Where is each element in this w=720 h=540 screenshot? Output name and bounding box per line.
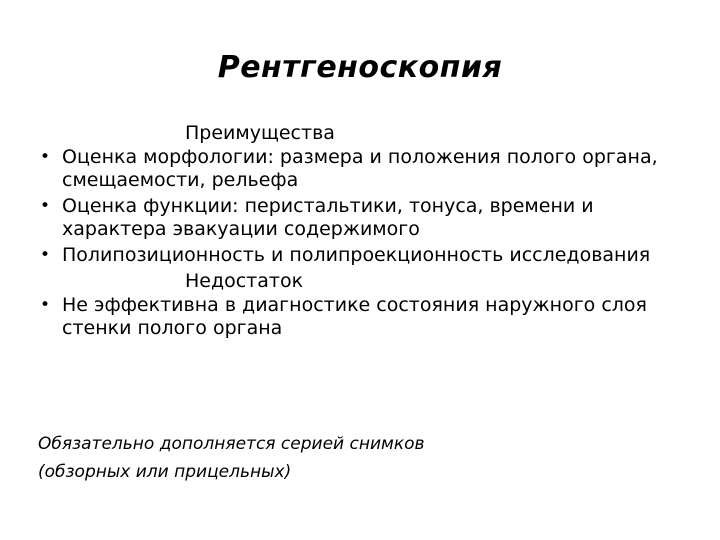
footnote-line-2: (обзорных или прицельных) <box>38 462 292 482</box>
footnote <box>38 430 678 486</box>
advantage-item <box>40 244 700 267</box>
bullet-icon: • <box>40 196 51 216</box>
disadvantage-text: Не эффективна в диагностике состояния наружного слоя стенки полого органа <box>62 294 647 339</box>
advantage-item <box>40 146 700 192</box>
advantage-item <box>40 195 700 241</box>
disadvantages-heading: Недостаток <box>185 270 304 292</box>
bullet-icon: • <box>40 245 51 265</box>
footnote-line-1: Обязательно дополняется серией снимков <box>38 434 425 454</box>
slide-title: Рентгеноскопия <box>217 50 503 85</box>
bullet-icon: • <box>40 147 51 167</box>
advantages-heading: Преимущества <box>185 122 335 144</box>
advantage-text: Оценка морфологии: размера и положения полого органа, смещаемости, рельефа <box>62 146 658 191</box>
disadvantage-item <box>40 294 700 340</box>
advantage-text: Полипозиционность и полипроекционность исследования <box>62 244 651 266</box>
bullet-icon: • <box>40 295 51 315</box>
advantage-text: Оценка функции: перистальтики, тонуса, времени и характера эвакуации содержимого <box>62 195 594 240</box>
slide-content <box>40 122 700 343</box>
